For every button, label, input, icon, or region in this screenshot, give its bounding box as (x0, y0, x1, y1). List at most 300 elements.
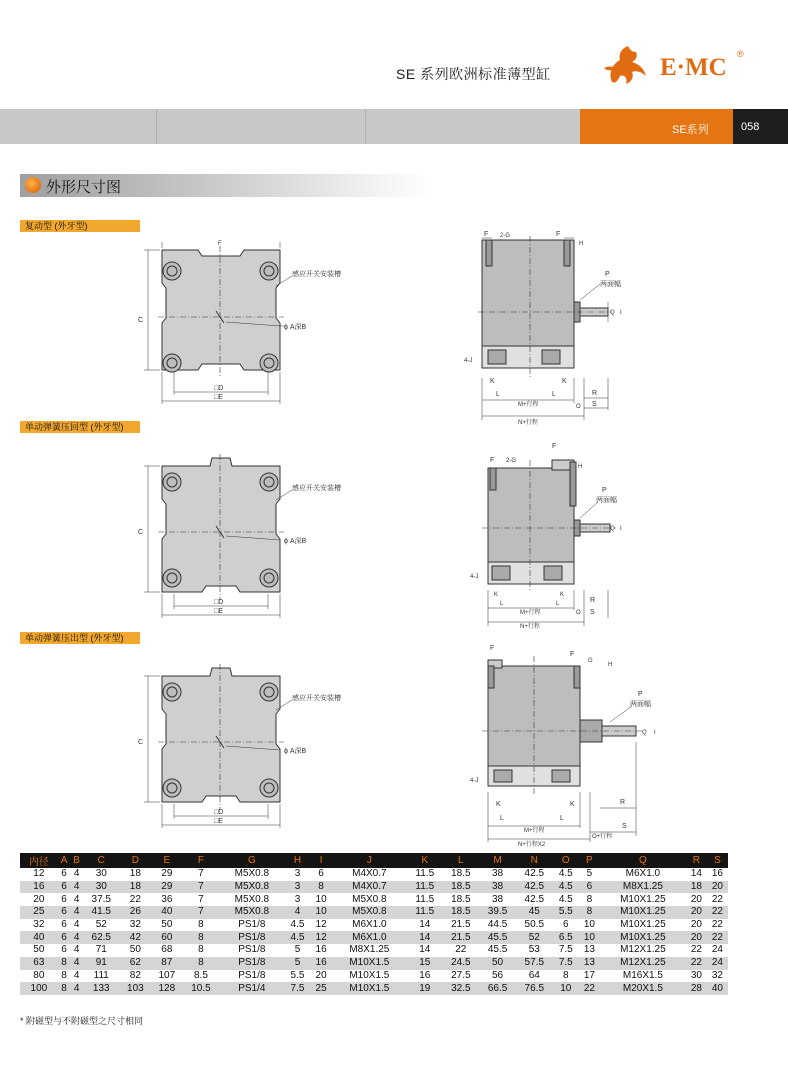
label-p: P (602, 487, 607, 494)
table-cell: 4 (284, 906, 310, 919)
table-cell: 20 (311, 970, 332, 983)
table-header-cell: I (311, 853, 332, 868)
label-m: M+行程 (520, 610, 541, 616)
table-cell: 63 (20, 957, 58, 970)
table-cell: 4 (70, 881, 83, 894)
table-cell: 8 (183, 957, 220, 970)
table-cell: 8.5 (183, 970, 220, 983)
label-o: O (576, 610, 581, 616)
table-body (20, 868, 728, 995)
table-cell: 10 (579, 919, 600, 932)
table-header-cell: R (686, 853, 707, 868)
table-cell: M6X1.0 (332, 931, 408, 944)
label-d: □D (214, 809, 224, 816)
table-cell: 6 (58, 868, 71, 881)
table-header-cell: N (516, 853, 553, 868)
table-cell: 8 (183, 919, 220, 932)
table-header-cell: 内径 (20, 853, 58, 868)
label-p-desc: 两面幅 (596, 497, 617, 504)
table-cell: 13 (579, 944, 600, 957)
table-cell: 18 (686, 881, 707, 894)
label-m: M+行程 (518, 402, 539, 408)
table-cell: 6 (58, 944, 71, 957)
table-cell: 4.5 (553, 881, 579, 894)
table-cell: 50.5 (516, 919, 553, 932)
label-k: K (496, 801, 501, 808)
table-cell: 21.5 (442, 919, 479, 932)
label-p: P (605, 271, 610, 278)
label-q: Q (642, 730, 647, 736)
label-i: I (620, 310, 622, 316)
table-cell: 11.5 (407, 893, 442, 906)
table-header-cell: P (579, 853, 600, 868)
table-row (20, 881, 728, 894)
table-cell: 7.5 (553, 944, 579, 957)
table-cell: 20 (686, 906, 707, 919)
side-view-drawing-2 (460, 440, 640, 630)
section-title: 外形尺寸图 (46, 179, 122, 196)
label-h: H (578, 464, 583, 470)
table-cell: 5.5 (284, 970, 310, 983)
table-cell: 12 (20, 868, 58, 881)
table-cell: 20 (20, 893, 58, 906)
table-cell: 5.5 (553, 906, 579, 919)
dimension-table (20, 853, 728, 995)
table-cell: M16X1.5 (600, 970, 686, 983)
table-cell: 42.5 (516, 893, 553, 906)
table-cell: 8 (311, 881, 332, 894)
table-header-cell: L (442, 853, 479, 868)
table-cell: 3 (284, 868, 310, 881)
table-cell: 107 (151, 970, 182, 983)
table-header-cell: D (120, 853, 151, 868)
table-header-cell: C (83, 853, 120, 868)
brand-name: E·MC (660, 54, 727, 81)
table-cell: 29 (151, 868, 182, 881)
label-l: L (500, 601, 504, 607)
table-cell: M4X0.7 (332, 868, 408, 881)
table-cell: 25 (20, 906, 58, 919)
table-cell: 4 (70, 931, 83, 944)
label-g: 2-G (506, 458, 517, 464)
label-f: F (490, 457, 495, 464)
table-cell: 10.5 (183, 982, 220, 995)
table-cell: 22 (707, 906, 728, 919)
label-l2: L (560, 815, 564, 822)
table-cell: 10 (311, 906, 332, 919)
table-cell: M5X0.8 (219, 868, 284, 881)
table-cell: 22 (120, 893, 151, 906)
label-o: O (576, 404, 581, 410)
table-cell: M5X0.8 (332, 906, 408, 919)
table-cell: 40 (707, 982, 728, 995)
label-s: S (622, 823, 627, 830)
label-p: P (638, 691, 643, 698)
table-cell: 18.5 (442, 881, 479, 894)
front-view-drawing-2 (130, 454, 341, 624)
page-number: 058 (741, 121, 760, 133)
label-f: F (484, 231, 489, 238)
table-cell: 66.5 (479, 982, 516, 995)
table-cell: 5 (284, 944, 310, 957)
table-header-cell: A (58, 853, 71, 868)
table-cell: 8 (579, 893, 600, 906)
table-cell: 56 (479, 970, 516, 983)
table-cell: 38 (479, 868, 516, 881)
table-cell: M4X0.7 (332, 881, 408, 894)
table-cell: 18 (120, 868, 151, 881)
table-cell: 82 (120, 970, 151, 983)
table-cell: 12 (311, 931, 332, 944)
drawing-label-double-acting: 复动型 (外牙型) (20, 220, 140, 232)
table-cell: 40 (151, 906, 182, 919)
table-cell: 16 (407, 970, 442, 983)
table-row (20, 944, 728, 957)
label-d: □D (214, 385, 224, 392)
table-cell: 100 (20, 982, 58, 995)
label-c: C (138, 529, 144, 536)
label-p-desc: 两面幅 (630, 701, 651, 708)
table-cell: 71 (83, 944, 120, 957)
label-n: N+行程 (520, 624, 540, 630)
table-cell: 50 (151, 919, 182, 932)
table-cell: 6 (58, 919, 71, 932)
table-cell: 39.5 (479, 906, 516, 919)
label-k: K (490, 378, 495, 385)
table-cell: 37.5 (83, 893, 120, 906)
table-cell: 42.5 (516, 868, 553, 881)
table-cell: 22 (579, 982, 600, 995)
table-header-cell: S (707, 853, 728, 868)
table-cell: 20 (686, 931, 707, 944)
table-header-cell: H (284, 853, 310, 868)
table-cell: 13 (579, 957, 600, 970)
table-cell: 60 (151, 931, 182, 944)
table-cell: 7 (183, 893, 220, 906)
table-cell: 14 (407, 944, 442, 957)
table-cell: 50 (479, 957, 516, 970)
label-l2: L (556, 601, 560, 607)
front-view-drawing-3 (130, 664, 341, 834)
label-k2: K (570, 801, 575, 808)
table-header-cell: K (407, 853, 442, 868)
table-cell: 8 (58, 982, 71, 995)
table-cell: 4.5 (284, 919, 310, 932)
table-cell: M5X0.8 (219, 881, 284, 894)
label-r: R (620, 799, 626, 806)
table-cell: 14 (407, 931, 442, 944)
table-cell: PS1/4 (219, 982, 284, 995)
label-c: C (138, 317, 144, 324)
label-l: L (496, 391, 500, 398)
table-cell: M12X1.25 (600, 957, 686, 970)
table-cell: M5X0.8 (219, 893, 284, 906)
table-cell: 57.5 (516, 957, 553, 970)
label-bore: ϕ A深B (284, 538, 307, 545)
table-cell: PS1/8 (219, 957, 284, 970)
label-bore: ϕ A深B (284, 748, 307, 755)
table-cell: 24.5 (442, 957, 479, 970)
table-cell: 6 (58, 893, 71, 906)
label-g: 2-G (500, 233, 511, 239)
label-l2: L (552, 391, 556, 398)
label-k: K (494, 592, 499, 598)
table-cell: 41.5 (83, 906, 120, 919)
label-h: H (608, 662, 613, 668)
table-header-cell: M (479, 853, 516, 868)
side-view-drawing-1 (460, 228, 640, 428)
table-row (20, 919, 728, 932)
label-h: H (579, 241, 584, 247)
table-cell: 26 (120, 906, 151, 919)
table-cell: 20 (707, 881, 728, 894)
table-cell: 8 (183, 944, 220, 957)
table-cell: 18 (120, 881, 151, 894)
table-cell: 4 (70, 919, 83, 932)
table-cell: 19 (407, 982, 442, 995)
registered-mark: ® (737, 49, 744, 59)
table-header-cell: F (183, 853, 220, 868)
table-cell: M10X1.25 (600, 893, 686, 906)
table-cell: 6.5 (553, 931, 579, 944)
table-cell: 45 (516, 906, 553, 919)
table-cell: 22 (686, 944, 707, 957)
table-header-cell: J (332, 853, 408, 868)
table-cell: 62.5 (83, 931, 120, 944)
label-q: Q (610, 526, 615, 532)
band-divider (365, 109, 366, 144)
table-cell: 7 (183, 868, 220, 881)
section-bullet-icon (25, 177, 41, 193)
table-cell: 4.5 (553, 868, 579, 881)
table-cell: 3 (284, 893, 310, 906)
table-cell: PS1/8 (219, 970, 284, 983)
table-cell: 20 (686, 919, 707, 932)
label-bore: ϕ A深B (284, 324, 307, 331)
table-cell: 24 (707, 944, 728, 957)
label-i: I (654, 730, 656, 736)
table-cell: M10X1.25 (600, 919, 686, 932)
table-cell: 18.5 (442, 906, 479, 919)
table-cell: 6 (579, 881, 600, 894)
table-cell: PS1/8 (219, 944, 284, 957)
table-header-cell: E (151, 853, 182, 868)
table-cell: 8 (58, 970, 71, 983)
table-cell: 103 (120, 982, 151, 995)
label-c: C (138, 739, 144, 746)
label-switch-slot: 感应开关安装槽 (292, 695, 341, 702)
table-cell: 10 (311, 893, 332, 906)
label-n: N+行程X2 (518, 842, 546, 848)
table-cell: 91 (83, 957, 120, 970)
table-cell: 4 (70, 868, 83, 881)
label-n: N+行程 (518, 420, 538, 426)
table-cell: 22 (442, 944, 479, 957)
table-cell: 4.5 (553, 893, 579, 906)
table-cell: M10X1.25 (600, 931, 686, 944)
table-row (20, 982, 728, 995)
table-cell: M12X1.25 (600, 944, 686, 957)
table-cell: 4 (70, 970, 83, 983)
label-e: □E (214, 394, 223, 401)
table-cell: 6 (58, 906, 71, 919)
table-cell: 133 (83, 982, 120, 995)
table-cell: M10X1.25 (600, 906, 686, 919)
label-j: 4-J (470, 574, 479, 580)
table-cell: PS1/8 (219, 931, 284, 944)
table-cell: 7.5 (284, 982, 310, 995)
table-cell: 22 (707, 893, 728, 906)
side-view-drawing-3 (460, 642, 680, 848)
table-cell: 10 (553, 982, 579, 995)
label-o: O+行程 (592, 834, 613, 840)
table-cell: 27.5 (442, 970, 479, 983)
table-cell: 22 (707, 931, 728, 944)
label-e: □E (214, 818, 223, 825)
table-cell: 4.5 (284, 931, 310, 944)
table-cell: 5 (579, 868, 600, 881)
front-view-drawing-1 (130, 238, 341, 408)
table-cell: M8X1.25 (332, 944, 408, 957)
table-cell: 16 (20, 881, 58, 894)
table-cell: 4 (70, 982, 83, 995)
table-cell: 15 (407, 957, 442, 970)
footnote: * 附磁型与不附磁型之尺寸相同 (20, 1016, 144, 1026)
label-g: G (588, 658, 593, 664)
table-cell: 4 (70, 944, 83, 957)
series-tab: SE系列 (672, 124, 709, 136)
table-cell: 11.5 (407, 906, 442, 919)
table-cell: 18.5 (442, 868, 479, 881)
table-cell: 14 (686, 868, 707, 881)
table-header-cell: G (219, 853, 284, 868)
table-cell: 40 (20, 931, 58, 944)
table-cell: 20 (686, 893, 707, 906)
label-s: S (590, 609, 595, 616)
table-cell: 22 (686, 957, 707, 970)
table-cell: 128 (151, 982, 182, 995)
table-cell: 52 (83, 919, 120, 932)
table-cell: 8 (183, 931, 220, 944)
table-cell: 6 (553, 919, 579, 932)
table-cell: 21.5 (442, 931, 479, 944)
table-cell: 64 (516, 970, 553, 983)
label-f2: F (570, 651, 575, 658)
table-cell: 14 (407, 919, 442, 932)
table-row (20, 970, 728, 983)
table-cell: M6X1.0 (332, 919, 408, 932)
table-header-row (20, 853, 728, 868)
table-cell: 36 (151, 893, 182, 906)
table-cell: 80 (20, 970, 58, 983)
table-cell: 50 (120, 944, 151, 957)
label-f: F (552, 443, 557, 450)
table-cell: 38 (479, 893, 516, 906)
table-cell: 12 (311, 919, 332, 932)
table-cell: 18.5 (442, 893, 479, 906)
drawing-label-spring-return: 单动弹簧压回型 (外牙型) (20, 421, 140, 433)
table-cell: M20X1.5 (600, 982, 686, 995)
label-f: F (218, 241, 222, 247)
label-l: L (500, 815, 504, 822)
table-cell: 32 (20, 919, 58, 932)
table-cell: 53 (516, 944, 553, 957)
table-cell: 32 (120, 919, 151, 932)
table-cell: 45.5 (479, 944, 516, 957)
table-row (20, 957, 728, 970)
label-f: F (490, 645, 495, 652)
series-tab-bg (580, 109, 733, 144)
table-cell: 32.5 (442, 982, 479, 995)
label-m: M+行程 (524, 828, 545, 834)
table-cell: 11.5 (407, 868, 442, 881)
table-cell: 7 (183, 906, 220, 919)
table-cell: 45.5 (479, 931, 516, 944)
table-cell: 44.5 (479, 919, 516, 932)
label-k2: K (562, 378, 567, 385)
table-cell: 30 (83, 868, 120, 881)
table-cell: 68 (151, 944, 182, 957)
table-cell: 16 (311, 957, 332, 970)
table-cell: 87 (151, 957, 182, 970)
table-cell: 8 (58, 957, 71, 970)
table-cell: M8X1.25 (600, 881, 686, 894)
table-cell: 42 (120, 931, 151, 944)
table-cell: 6 (58, 931, 71, 944)
label-d: □D (214, 599, 224, 606)
page-title: SE 系列欧洲标准薄型缸 (396, 66, 551, 82)
label-q: Q (610, 310, 615, 316)
table-cell: M5X0.8 (219, 906, 284, 919)
table-header-cell: B (70, 853, 83, 868)
table-cell: 22 (707, 919, 728, 932)
label-p-desc: 两面幅 (600, 281, 621, 288)
label-switch-slot: 感应开关安装槽 (292, 485, 341, 492)
table-cell: 29 (151, 881, 182, 894)
table-cell: 32 (707, 970, 728, 983)
table-row (20, 868, 728, 881)
table-cell: 30 (686, 970, 707, 983)
table-cell: 28 (686, 982, 707, 995)
table-cell: 10 (579, 931, 600, 944)
table-cell: 25 (311, 982, 332, 995)
table-cell: 17 (579, 970, 600, 983)
table-cell: 111 (83, 970, 120, 983)
band-divider (156, 109, 157, 144)
table-cell: 8 (553, 970, 579, 983)
label-j: 4-J (470, 778, 479, 784)
table-row (20, 906, 728, 919)
table-cell: 5 (284, 957, 310, 970)
table-cell: 6 (311, 868, 332, 881)
table-cell: 4 (70, 906, 83, 919)
table-cell: 50 (20, 944, 58, 957)
table-row (20, 931, 728, 944)
table-cell: 11.5 (407, 881, 442, 894)
table-cell: M10X1.5 (332, 982, 408, 995)
table-cell: 16 (311, 944, 332, 957)
table-cell: 42.5 (516, 881, 553, 894)
table-header-cell: O (553, 853, 579, 868)
table-cell: M10X1.5 (332, 970, 408, 983)
table-cell: 3 (284, 881, 310, 894)
label-s: S (592, 401, 597, 408)
table-cell: 24 (707, 957, 728, 970)
table-cell: 6 (58, 881, 71, 894)
table-cell: 16 (707, 868, 728, 881)
table-cell: 7.5 (553, 957, 579, 970)
table-cell: 7 (183, 881, 220, 894)
